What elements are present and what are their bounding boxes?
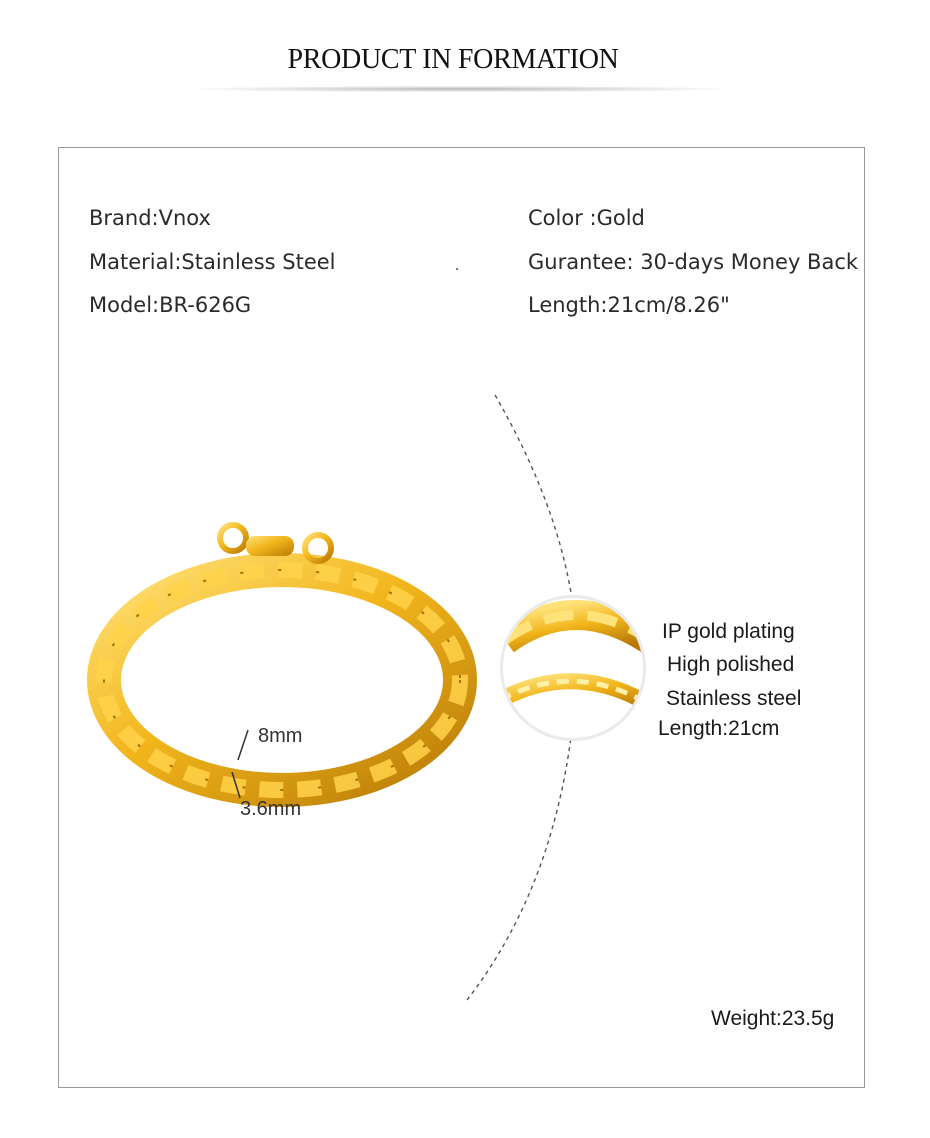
detail-image xyxy=(500,595,650,741)
bracelet-image xyxy=(92,525,472,802)
weight-label: Weight:23.5g xyxy=(711,1007,835,1030)
page-title: PRODUCT IN FORMATION xyxy=(287,44,619,75)
spec-color: Color :Gold xyxy=(528,206,645,230)
callout-plating: IP gold plating xyxy=(662,620,795,643)
dimension-narrow-label: 3.6mm xyxy=(240,798,302,820)
spec-material: Material:Stainless Steel xyxy=(89,250,336,274)
spec-brand: Brand:Vnox xyxy=(89,206,211,230)
callout-polished: High polished xyxy=(667,653,795,676)
callout-material: Stainless steel xyxy=(666,687,802,710)
dimension-wide-label: 8mm xyxy=(258,725,303,747)
callout-length: Length:21cm xyxy=(658,717,780,740)
spec-length: Length:21cm/8.26" xyxy=(528,293,730,317)
spec-guarantee: Gurantee: 30-days Money Back xyxy=(528,250,859,274)
spec-model: Model:BR-626G xyxy=(89,293,252,317)
